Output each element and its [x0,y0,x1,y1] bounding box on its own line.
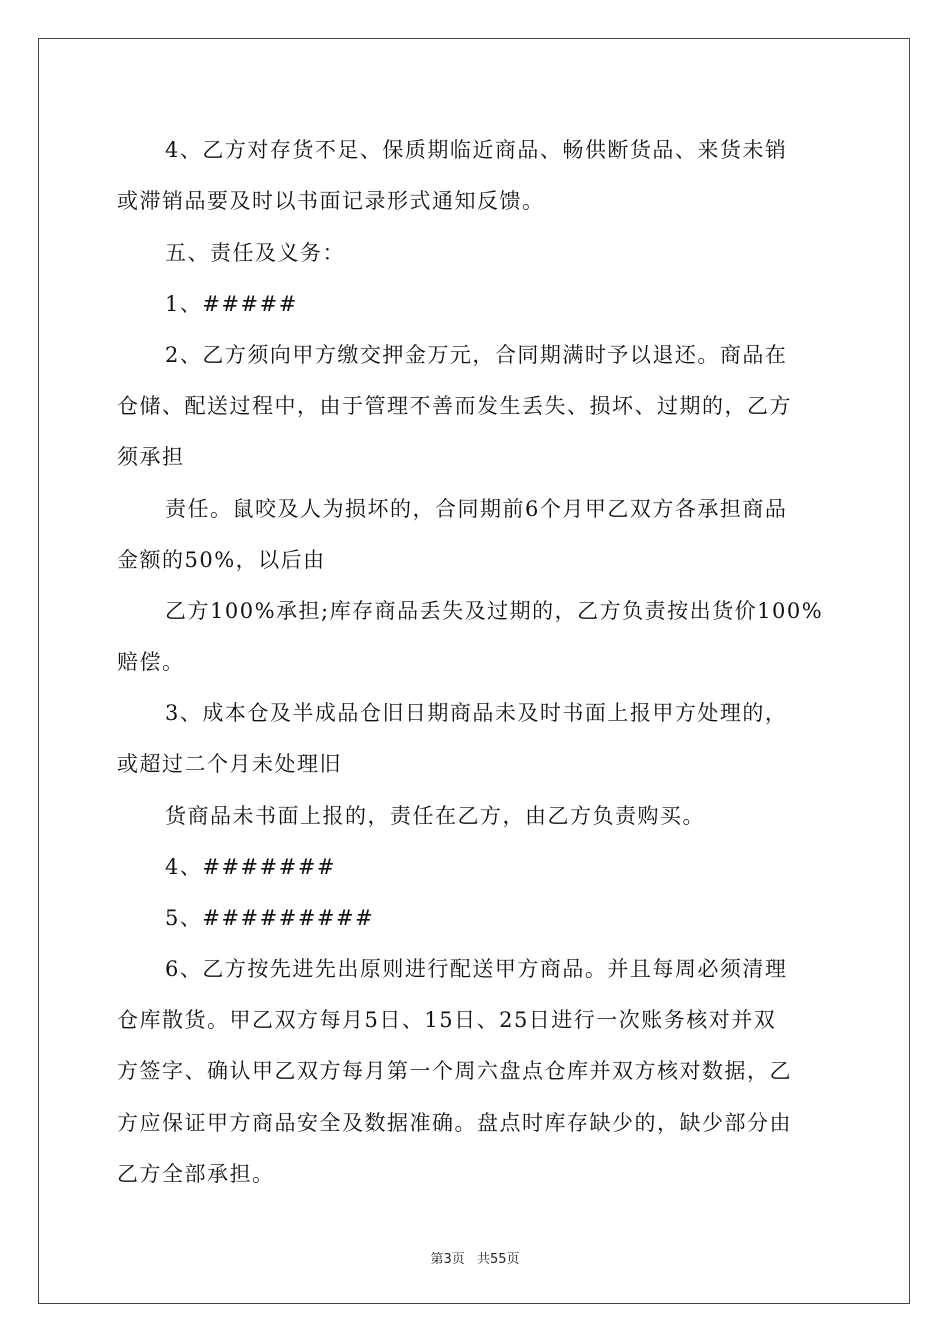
text-line: 5、######### [165,906,375,930]
text-line: 2、乙方须向甲方缴交押金万元，合同期满时予以退还。商品在 [165,343,788,367]
page-number: 第3页 [430,1252,465,1267]
text-line: 须承担 [117,445,185,469]
section-heading: 五、责任及义务： [165,241,345,265]
text-line: 金额的50%，以后由 [117,548,326,572]
text-line: 1、##### [165,292,298,316]
text-line: 乙方全部承担。 [117,1162,275,1186]
text-line: 3、成本仓及半成品仓旧日期商品未及时书面上报甲方处理的， [165,701,788,725]
text-line: 仓库散货。甲乙双方每月5日、15日、25日进行一次账务核对并双 [117,1008,777,1032]
text-line: 责任。鼠咬及人为损坏的，合同期前6个月甲乙双方各承担商品 [165,497,788,521]
text-line: 4、乙方对存货不足、保质期临近商品、畅供断货品、来货未销 [165,138,788,162]
text-line: 货商品未书面上报的，责任在乙方，由乙方负责购买。 [165,804,705,828]
page-total: 共55页 [476,1252,520,1267]
text-line: 仓储、配送过程中，由于管理不善而发生丢失、损坏、过期的，乙方 [117,394,792,418]
text-line: 乙方100%承担;库存商品丢失及过期的，乙方负责按出货价100% [165,599,824,623]
text-line: 方签字、确认甲乙双方每月第一个周六盘点仓库并双方核对数据，乙 [117,1059,792,1083]
text-line: 方应保证甲方商品安全及数据准确。盘点时库存缺少的，缺少部分由 [117,1111,792,1135]
text-line: 或超过二个月未处理旧 [117,752,342,776]
page-footer [0,1248,950,1267]
text-line: 4、####### [165,855,337,879]
text-line: 6、乙方按先进先出原则进行配送甲方商品。并且每周必须清理 [165,957,788,981]
text-line: 赔偿。 [117,650,185,674]
text-line: 或滞销品要及时以书面记录形式通知反馈。 [117,189,545,213]
